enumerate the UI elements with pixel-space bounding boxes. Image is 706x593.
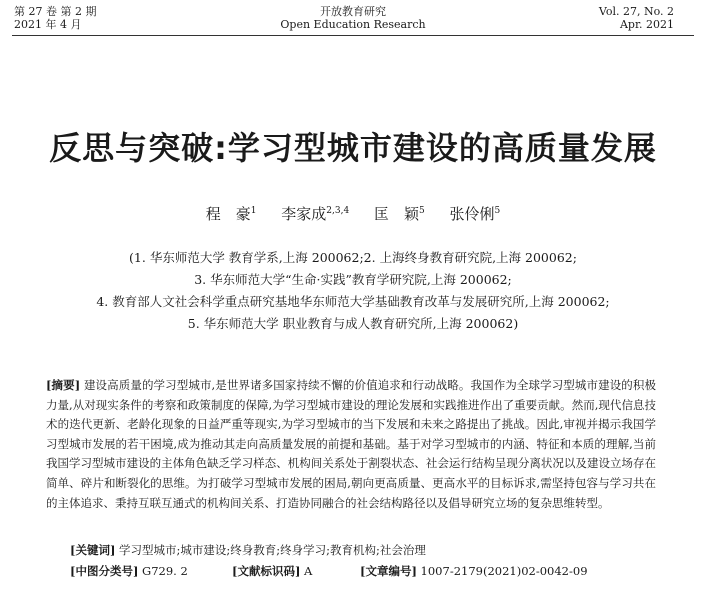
issue-date-cn: 2021 年 4 月 xyxy=(14,18,82,31)
author: 程 豪$^1$ xyxy=(205,205,257,223)
article-no-value: 1007-2179(2021)02-0042-09 xyxy=(420,564,588,578)
running-header-right xyxy=(599,5,674,31)
affiliation-line: 5. 华东师范大学 职业教育与成人教育研究所,上海 200062) xyxy=(187,316,519,331)
abstract-text: 建设高质量的学习型城市,是世界诸多国家持续不懈的价值追求和行动战略。我国作为全球学习型城市建设的积极力量,从对现实条件的考察和政策制度的保障,为学习型城市建设的理论发展和实践推进作出了重要贡献。然而,现代信息技术的迭代更新、老龄化现象的日益严重等现实,为学习型城市的当下发展和未来之路提出了挑战。因此,审视并揭示我国学习型城市发展的若干困境,成为推动其走向高质量发展的前提和基础。基于对学习型城市的内涵、特征和本质的理解,当前我国学习型城市建设的主体角色缺乏学习样态、机构间关系处于割裂状态、社会运行结构呈现分离状况以及建设立场存在简单、碎片和断裂化的思维。为打破学习型城市发展的困局,朝向更高质量、更高水平的目标诉求,需坚持包容与学习共在的主体追求、秉持互联互通式的机构间关系、打造协同融合的社会结构路径以及倡导研究立场的复杂思维转型。 xyxy=(46,378,656,510)
clc-number xyxy=(70,563,188,579)
keywords-text: 学习型城市;城市建设;终身教育;终身学习;教育机构;社会治理 xyxy=(119,543,426,557)
volume-issue: 第 27 卷 第 2 期 xyxy=(14,5,97,18)
affiliation-line: (1. 华东师范大学 教育学系,上海 200062;2. 上海终身教育研究院,上海 200062; xyxy=(129,250,577,265)
journal-name-en: Open Education Research xyxy=(280,18,426,31)
keywords xyxy=(70,542,426,558)
affiliation-line: 3. 华东师范大学“生命·实践”教育学研究院,上海 200062; xyxy=(194,272,512,287)
clc-value: G729. 2 xyxy=(142,564,188,578)
journal-name-cn: 开放教育研究 xyxy=(320,5,386,18)
header-rule xyxy=(12,35,694,36)
abstract xyxy=(46,376,656,513)
article-no-label: [文章编号] xyxy=(360,564,417,578)
abstract-label: [摘要] xyxy=(46,378,81,392)
volume-number-en: Vol. 27, No. 2 xyxy=(598,5,674,18)
keywords-label: [关键词] xyxy=(70,543,116,557)
author-list xyxy=(0,200,706,225)
article-title: 反思与突破:学习型城市建设的高质量发展 xyxy=(49,129,657,167)
issue-date-en: Apr. 2021 xyxy=(619,18,674,31)
affiliation-line: 4. 教育部人文社会科学重点研究基地华东师范大学基础教育改革与发展研究所,上海 200062; xyxy=(96,294,610,309)
author: 张伶俐$^5$ xyxy=(449,205,501,223)
doc-code-label: [文献标识码] xyxy=(232,564,301,578)
document-code xyxy=(232,563,312,579)
doc-code-value: A xyxy=(304,564,313,578)
author: 李家成$^{2,3,4}$ xyxy=(281,205,350,223)
article-number xyxy=(360,563,588,579)
clc-label: [中图分类号] xyxy=(70,564,139,578)
author: 匡 颖$^5$ xyxy=(373,205,425,223)
